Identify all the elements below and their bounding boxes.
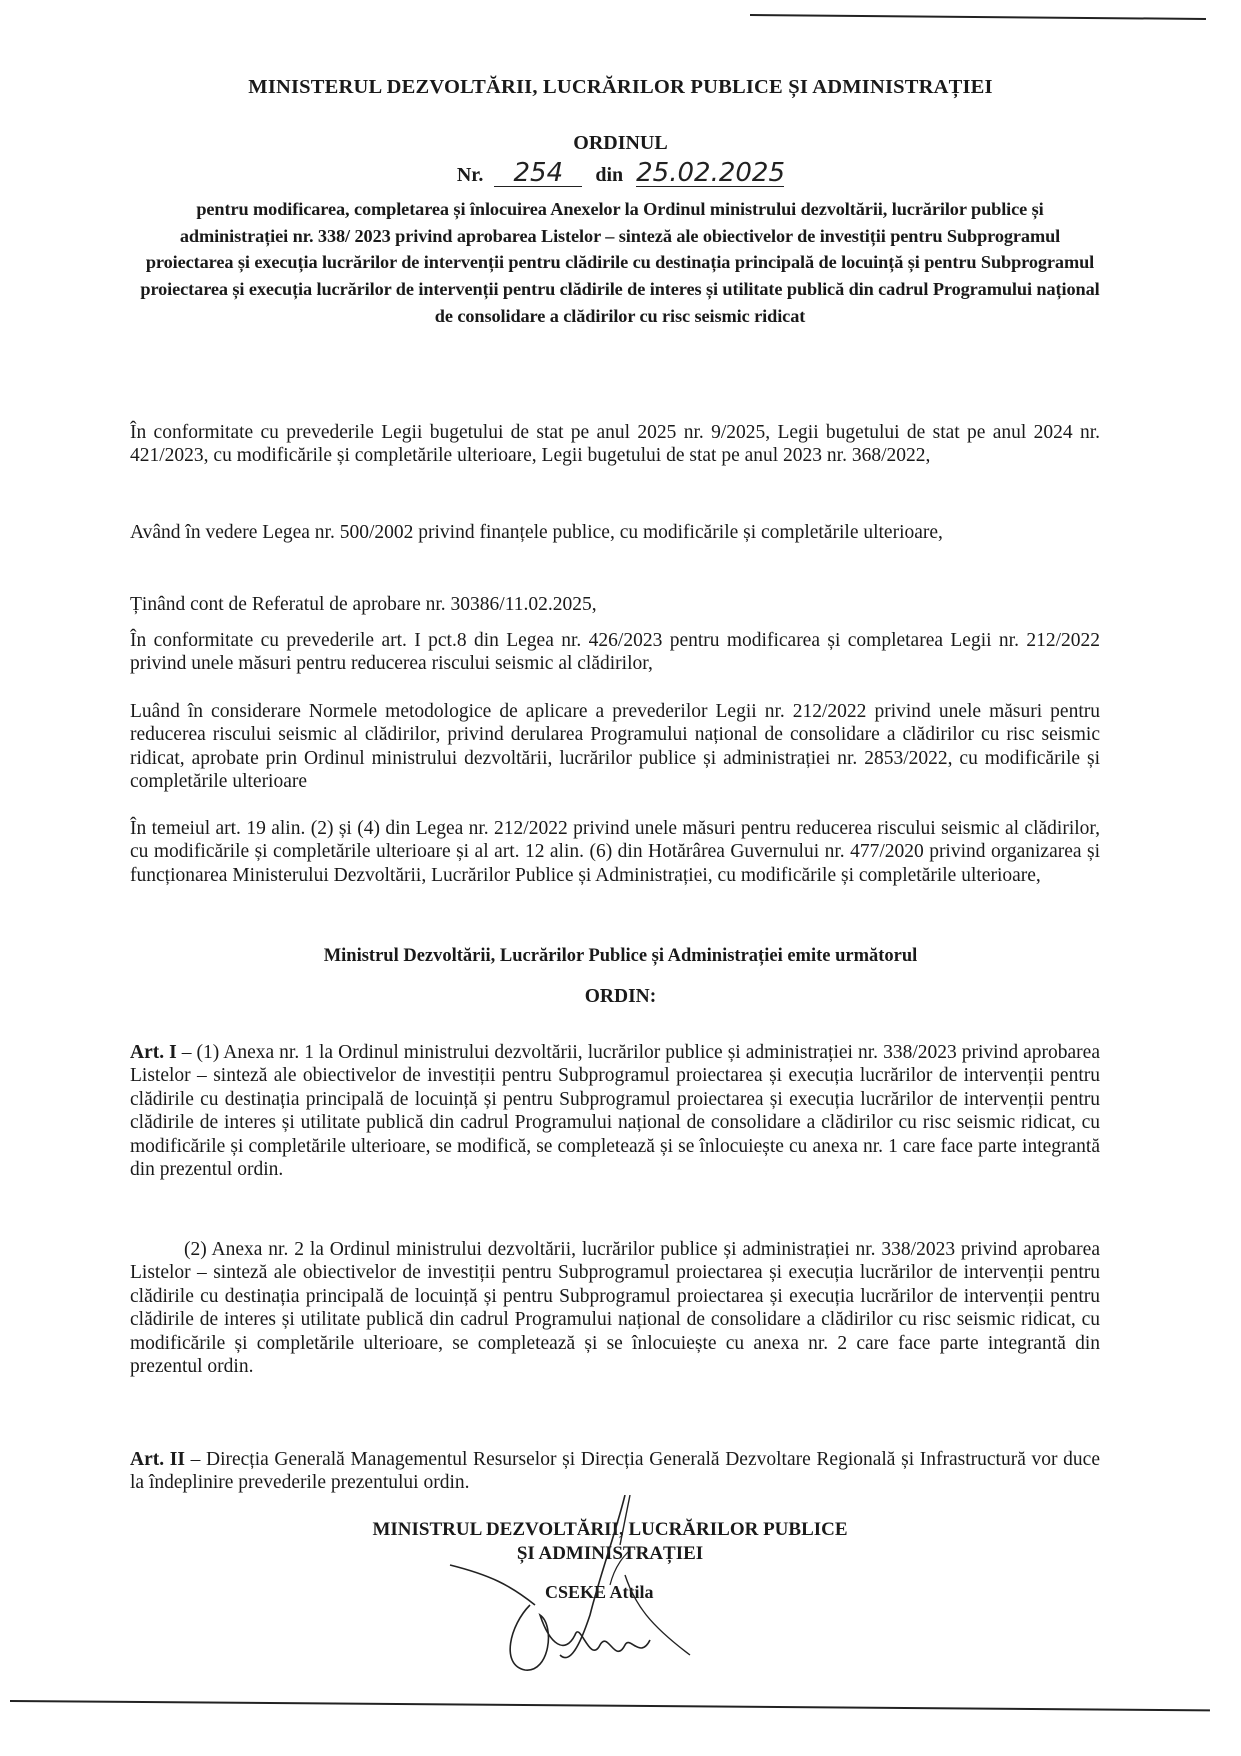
scan-border-top bbox=[750, 14, 1206, 20]
date-label: din bbox=[595, 164, 624, 186]
signatory-name: CSEKE Attila bbox=[545, 1582, 654, 1602]
signature-title-line-2: ȘI ADMINISTRAȚIEI bbox=[516, 1543, 704, 1564]
preamble-paragraph: În conformitate cu prevederile art. I pct.8 din Legea nr. 426/2023 pentru modificarea și completarea Legii nr. 212/2022 privind unele măsuri pentru reducerea riscului seismic al clădirilor, bbox=[130, 630, 1100, 675]
preamble-paragraph: În conformitate cu prevederile Legii bugetului de stat pe anul 2025 nr. 9/2025, Legii bugetului de stat pe anul 2024 nr. 421/2023, cu modificările și completările ulterioare, Legii bugetului de stat pe anul 2023 nr. 368/2022, bbox=[130, 422, 1100, 467]
article-2-label: Art. II bbox=[130, 1449, 185, 1470]
preamble-paragraph: Luând în considerare Normele metodologice de aplicare a prevederilor Legii nr. 212/2022 privind unele măsuri pentru reducerea riscului seismic al clădirilor, privind derularea Programului național de consolidare a clădirilor cu risc seismic ridicat, aprobate prin Ordinul ministrului dezvoltării, lucrărilor publice și administrației nr. 2853/2022, cu modificările și completările ulterioare bbox=[130, 701, 1100, 793]
article-1-paragraph-1 bbox=[130, 1041, 1100, 1181]
article-1-label: Art. I bbox=[130, 1042, 177, 1063]
number-label: Nr. bbox=[456, 164, 484, 186]
article-1-paragraph-2: (2) Anexa nr. 2 la Ordinul ministrului dezvoltării, lucrărilor publice și administrației nr. 338/2023 privind aprobarea Listelor – sinteză ale obiectivelor de investiții pentru Subprogramul proiectarea și execuția lucrărilor de intervenții pentru clădirile cu destinația principală de locuință și pentru Subprogramul proiectarea și execuția lucrărilor de intervenții pentru clădirile de interes și utilitate publică din cadrul Programului național de consolidare a clădirilor cu risc seismic ridicat, cu modificările și completările ulterioare, se completează și se înlocuiește cu anexa nr. 2 care face parte integrantă din prezentul ordin. bbox=[130, 1239, 1100, 1378]
preamble-paragraph: Având în vedere Legea nr. 500/2002 privind finanțele publice, cu modificările și completările ulterioare, bbox=[130, 522, 943, 543]
order-subject: pentru modificarea, completarea și înlocuirea Anexelor la Ordinul ministrului dezvoltării, lucrărilor publice și administrației nr. 338/ 2023 privind aprobarea Listelor – sinteză ale obiectivelor de investiții pentru Subprogramul proiectarea și execuția lucrărilor de intervenții pentru clădirile cu destinația principală de locuință și pentru Subprogramul proiectarea și execuția lucrărilor de intervenții pentru clădirile de interes și utilitate publică din cadrul Programului național de consolidare a clădirilor cu risc seismic ridicat bbox=[140, 199, 1100, 326]
article-2-text: – Direcția Generală Managementul Resurselor și Direcția Generală Dezvoltare Regională și Infrastructură vor duce la îndeplinire prevederile prezentului ordin. bbox=[130, 1449, 1100, 1494]
order-date: 25.02.2025 bbox=[636, 158, 786, 188]
article-2 bbox=[130, 1448, 1100, 1495]
signature-title-line-1: MINISTRUL DEZVOLTĂRII, LUCRĂRILOR PUBLICE bbox=[372, 1519, 848, 1540]
ministry-header: MINISTERUL DEZVOLTĂRII, LUCRĂRILOR PUBLICE ȘI ADMINISTRAȚIEI bbox=[248, 76, 993, 98]
ordin-heading: ORDIN: bbox=[584, 986, 657, 1007]
scan-border-bottom bbox=[10, 1700, 1210, 1711]
article-1-text: – (1) Anexa nr. 1 la Ordinul ministrului dezvoltării, lucrărilor publice și administrației nr. 338/2023 privind aprobarea Listelor – sinteză ale obiectivelor de investiții pentru Subprogramul proiectarea și execuția lucrărilor de intervenții pentru clădirile cu destinația principală de locuință și pentru Subprogramul proiectarea și execuția lucrărilor de intervenții pentru clădirile de interes și utilitate publică din cadrul Programului național de consolidare a clădirilor cu risc seismic ridicat, cu modificările și completările ulterioare, se modifică, se completează și se înlocuiește cu anexa nr. 1 care face parte integrantă din prezentul ordin. bbox=[130, 1042, 1100, 1181]
order-number-line bbox=[0, 160, 1241, 187]
document-type-title: ORDINUL bbox=[573, 132, 668, 154]
handwritten-signature-icon bbox=[430, 1495, 730, 1685]
preamble-paragraph: În temeiul art. 19 alin. (2) și (4) din Legea nr. 212/2022 privind unele măsuri pentru reducerea riscului seismic al clădirilor, cu modificările și completările ulterioare și al art. 12 alin. (6) din Hotărârea Guvernului nr. 477/2020 privind organizarea și funcționarea Ministerului Dezvoltării, Lucrărilor Publice și Administrației, cu modificările și completările ulterioare, bbox=[130, 818, 1100, 886]
order-number: 254 bbox=[494, 160, 582, 187]
emitting-statement: Ministrul Dezvoltării, Lucrărilor Publice și Administrației emite următorul bbox=[323, 946, 918, 966]
preamble-paragraph: Ținând cont de Referatul de aprobare nr. 30386/11.02.2025, bbox=[130, 594, 597, 615]
